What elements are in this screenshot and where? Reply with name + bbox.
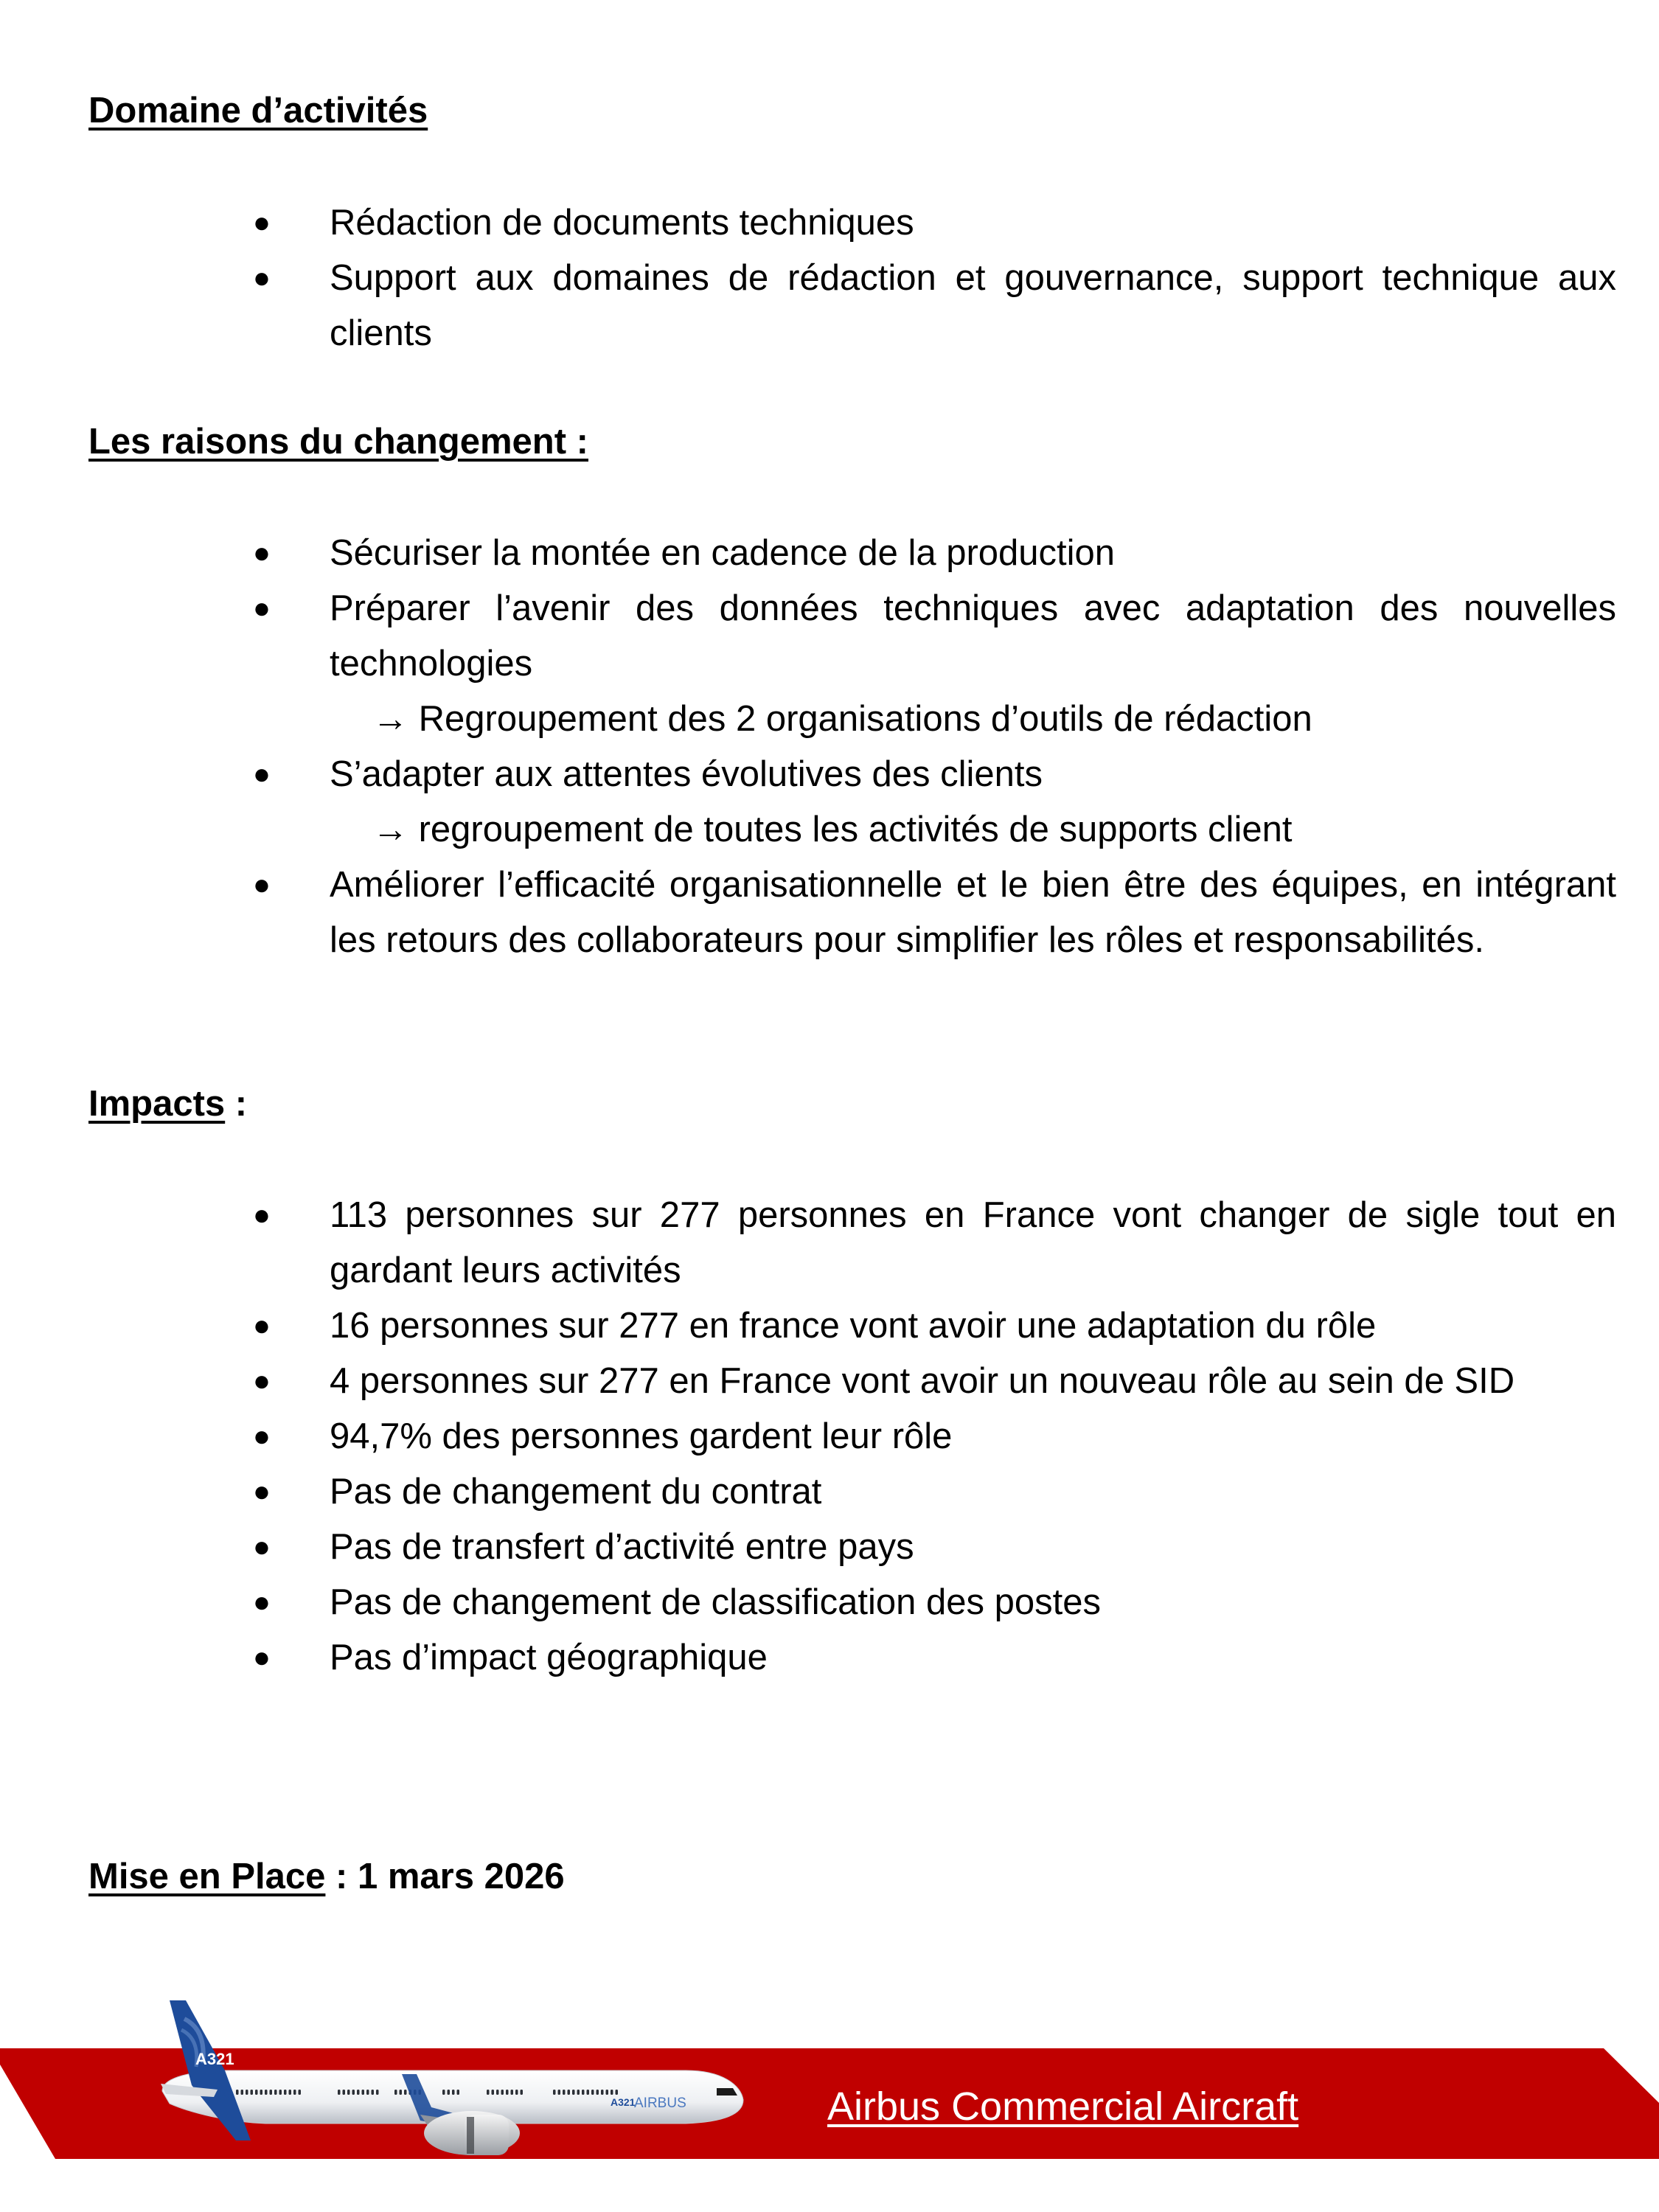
heading-domaine-activites <box>88 90 428 131</box>
aircraft-window <box>587 2090 590 2095</box>
list-item: ● 113 personnes sur 277 personnes en France vont changer de sigle tout en gardant leurs activités <box>0 1188 1659 1298</box>
bullet-icon: ● <box>252 206 271 239</box>
bullet-icon: ● <box>252 592 271 625</box>
heading-mise-en-place <box>88 1856 565 1897</box>
list-item: ● Pas de changement de classification des postes <box>0 1575 1659 1630</box>
aircraft-window <box>496 2090 499 2095</box>
aircraft-window <box>357 2090 360 2095</box>
list-item: ● Support aux domaines de rédaction et gouvernance, support technique aux clients <box>0 251 1659 361</box>
aircraft-window <box>260 2090 263 2095</box>
aircraft-window <box>568 2090 571 2095</box>
aircraft-window <box>376 2090 379 2095</box>
aircraft-window <box>501 2090 504 2095</box>
list-item: ● Rédaction de documents techniques <box>0 195 1659 251</box>
aircraft-window <box>511 2090 514 2095</box>
raisons-list <box>0 526 1659 968</box>
fuselage-brand-label: AIRBUS <box>634 2096 686 2111</box>
sub-item-arrow: → Regroupement des 2 organisations d’outils de rédaction <box>372 699 1312 739</box>
list-item: ● Améliorer l’efficacité organisationnelle et le bien être des équipes, en intégrant les retours des collaborateurs pour simplifier les rôles et responsabilités. <box>0 858 1659 968</box>
aircraft-window <box>400 2090 403 2095</box>
impacts-list <box>0 1188 1659 1686</box>
aircraft-window <box>284 2090 287 2095</box>
heading-raisons-title: Les raisons du changement : <box>88 422 588 462</box>
aircraft-window <box>394 2090 397 2095</box>
aircraft-window <box>343 2090 346 2095</box>
aircraft-window <box>448 2090 451 2095</box>
aircraft-window <box>442 2090 445 2095</box>
bullet-icon: ● <box>252 537 271 569</box>
airbus-a321-aircraft-icon <box>140 1997 767 2174</box>
aircraft-window <box>246 2090 248 2095</box>
bullet-icon: ● <box>252 1641 271 1674</box>
aircraft-window <box>487 2090 490 2095</box>
mise-en-place-title: Mise en Place <box>88 1857 326 1896</box>
aircraft-window <box>347 2090 350 2095</box>
list-item: ● Pas de changement du contrat <box>0 1464 1659 1520</box>
footer-airbus-link[interactable]: Airbus Commercial Aircraft <box>827 2084 1299 2129</box>
aircraft-window <box>597 2090 599 2095</box>
aircraft-window <box>601 2090 604 2095</box>
aircraft-window <box>352 2090 355 2095</box>
bullet-icon: ● <box>252 262 271 294</box>
aircraft-window <box>293 2090 296 2095</box>
aircraft-window <box>563 2090 566 2095</box>
aircraft-window <box>452 2090 455 2095</box>
heading-impacts: Impacts : <box>88 1084 248 1124</box>
aircraft-window <box>521 2090 524 2095</box>
aircraft-window <box>274 2090 277 2095</box>
aircraft-window <box>299 2090 302 2095</box>
aircraft-window <box>582 2090 585 2095</box>
bullet-icon: ● <box>252 758 271 790</box>
bullet-icon: ● <box>252 1365 271 1397</box>
tail-label: A321 <box>195 2050 234 2068</box>
list-item: ● Préparer l’avenir des données techniques avec adaptation des nouvelles technologies <box>0 581 1659 692</box>
list-item: ● 94,7% des personnes gardent leur rôle <box>0 1409 1659 1464</box>
aircraft-window <box>506 2090 509 2095</box>
aircraft-window <box>338 2090 341 2095</box>
aircraft-window <box>591 2090 594 2095</box>
list-item: ● 16 personnes sur 277 en france vont avoir une adaptation du rôle <box>0 1298 1659 1354</box>
aircraft-window <box>553 2090 556 2095</box>
aircraft-window <box>558 2090 561 2095</box>
aircraft-window <box>372 2090 375 2095</box>
aircraft-window <box>404 2090 407 2095</box>
heading-impacts-title: Impacts <box>88 1084 226 1124</box>
aircraft-window <box>279 2090 282 2095</box>
aircraft-window <box>616 2090 619 2095</box>
aircraft-window <box>457 2090 460 2095</box>
bullet-icon: ● <box>252 1310 271 1342</box>
aircraft-window <box>606 2090 609 2095</box>
mise-en-place-date: : 1 mars 2026 <box>325 1857 565 1896</box>
bullet-icon: ● <box>252 1531 271 1563</box>
aircraft-window <box>241 2090 244 2095</box>
heading-domaine-title: Domaine d’activités <box>88 91 428 131</box>
list-item: ● Pas de transfert d’activité entre pays <box>0 1520 1659 1575</box>
aircraft-window <box>611 2090 613 2095</box>
bullet-icon: ● <box>252 1475 271 1508</box>
aircraft-window <box>362 2090 365 2095</box>
bullet-icon: ● <box>252 1199 271 1231</box>
list-item: ● Pas d’impact géographique <box>0 1630 1659 1686</box>
bullet-icon: ● <box>252 869 271 901</box>
aircraft-window <box>251 2090 254 2095</box>
fuselage-model-label: A321 <box>611 2096 636 2108</box>
aircraft-window <box>236 2090 239 2095</box>
aircraft-window <box>515 2090 518 2095</box>
bullet-icon: ● <box>252 1420 271 1453</box>
aircraft-window <box>289 2090 292 2095</box>
domaine-list <box>0 195 1659 361</box>
aircraft-window <box>577 2090 580 2095</box>
aircraft-window <box>265 2090 268 2095</box>
sub-item-arrow: → regroupement de toutes les activités de supports client <box>372 810 1293 849</box>
list-item: ● S’adapter aux attentes évolutives des clients <box>0 747 1659 802</box>
aircraft-window <box>270 2090 273 2095</box>
bullet-icon: ● <box>252 1586 271 1618</box>
aircraft-window <box>572 2090 575 2095</box>
aircraft-window <box>366 2090 369 2095</box>
list-item: ● Sécuriser la montée en cadence de la production <box>0 526 1659 581</box>
heading-raisons-changement <box>88 421 588 462</box>
aircraft-window <box>255 2090 258 2095</box>
list-item: ● 4 personnes sur 277 en France vont avoir un nouveau rôle au sein de SID <box>0 1354 1659 1409</box>
aircraft-window <box>492 2090 495 2095</box>
